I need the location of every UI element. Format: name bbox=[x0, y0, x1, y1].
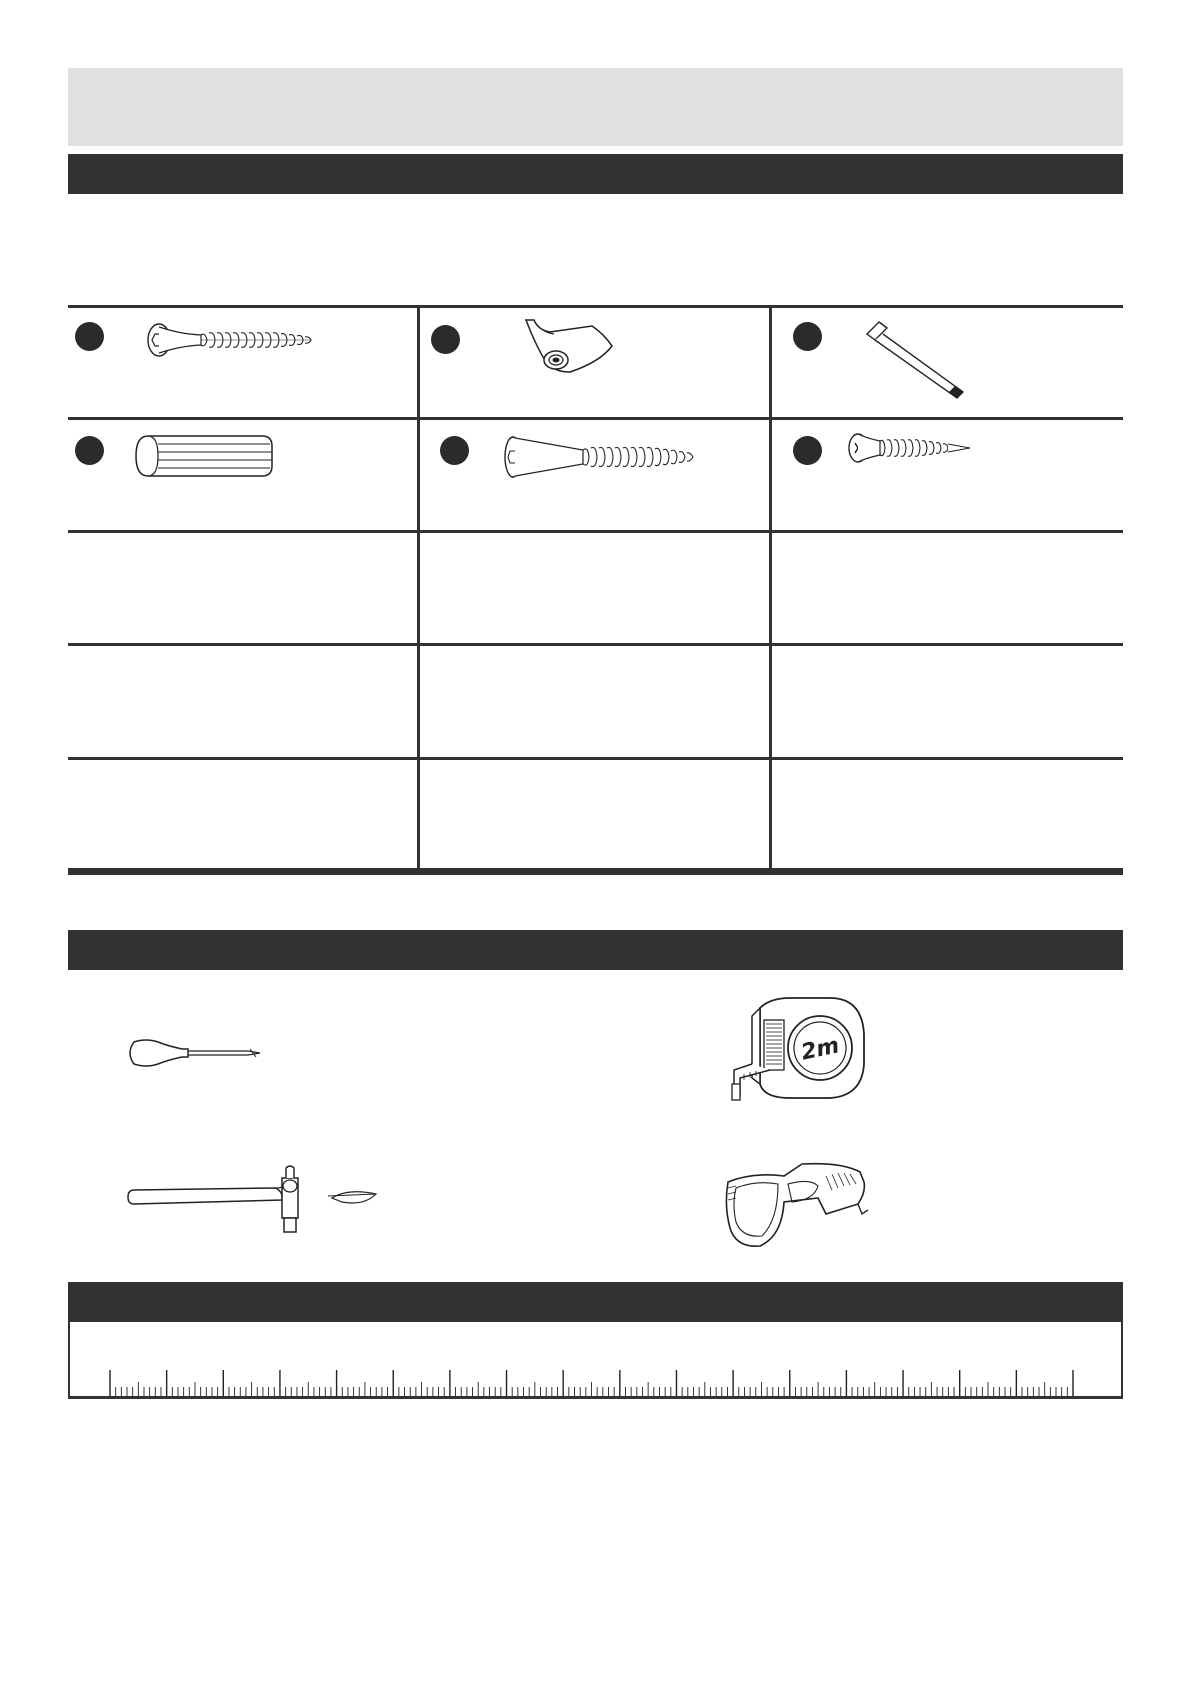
tape-measure-label: 2m bbox=[799, 1033, 842, 1066]
ruler-section-bar bbox=[68, 1282, 1123, 1322]
grid-line bbox=[68, 757, 1123, 760]
countersunk-screw-icon bbox=[503, 434, 703, 480]
part-badge-1 bbox=[75, 322, 104, 351]
part-badge-2 bbox=[431, 325, 460, 354]
part-badge-5 bbox=[440, 436, 469, 465]
wooden-dowel-icon bbox=[134, 432, 274, 480]
hammer-icon bbox=[128, 1164, 388, 1236]
hex-socket-bolt-icon bbox=[145, 320, 335, 360]
part-badge-6 bbox=[793, 436, 822, 465]
cam-nut-icon bbox=[520, 316, 620, 376]
grid-column-divider bbox=[769, 305, 772, 873]
tape-measure-icon bbox=[730, 994, 870, 1110]
part-badge-3 bbox=[793, 322, 822, 351]
grid-line bbox=[68, 643, 1123, 646]
ruler-scale bbox=[68, 1322, 1123, 1399]
tools-section-bar bbox=[68, 930, 1123, 970]
allen-key-icon bbox=[865, 318, 975, 403]
grid-line bbox=[68, 417, 1123, 420]
screwdriver-icon bbox=[128, 1036, 268, 1070]
phillips-wood-screw-icon bbox=[846, 430, 976, 466]
hardware-section-bar bbox=[68, 154, 1123, 194]
grid-column-divider bbox=[417, 305, 420, 873]
header-banner bbox=[68, 68, 1123, 146]
grid-line bbox=[68, 530, 1123, 533]
safety-glasses-icon bbox=[722, 1158, 872, 1254]
grid-line bbox=[68, 305, 1123, 308]
part-badge-4 bbox=[75, 436, 104, 465]
grid-bottom-line bbox=[68, 868, 1123, 875]
